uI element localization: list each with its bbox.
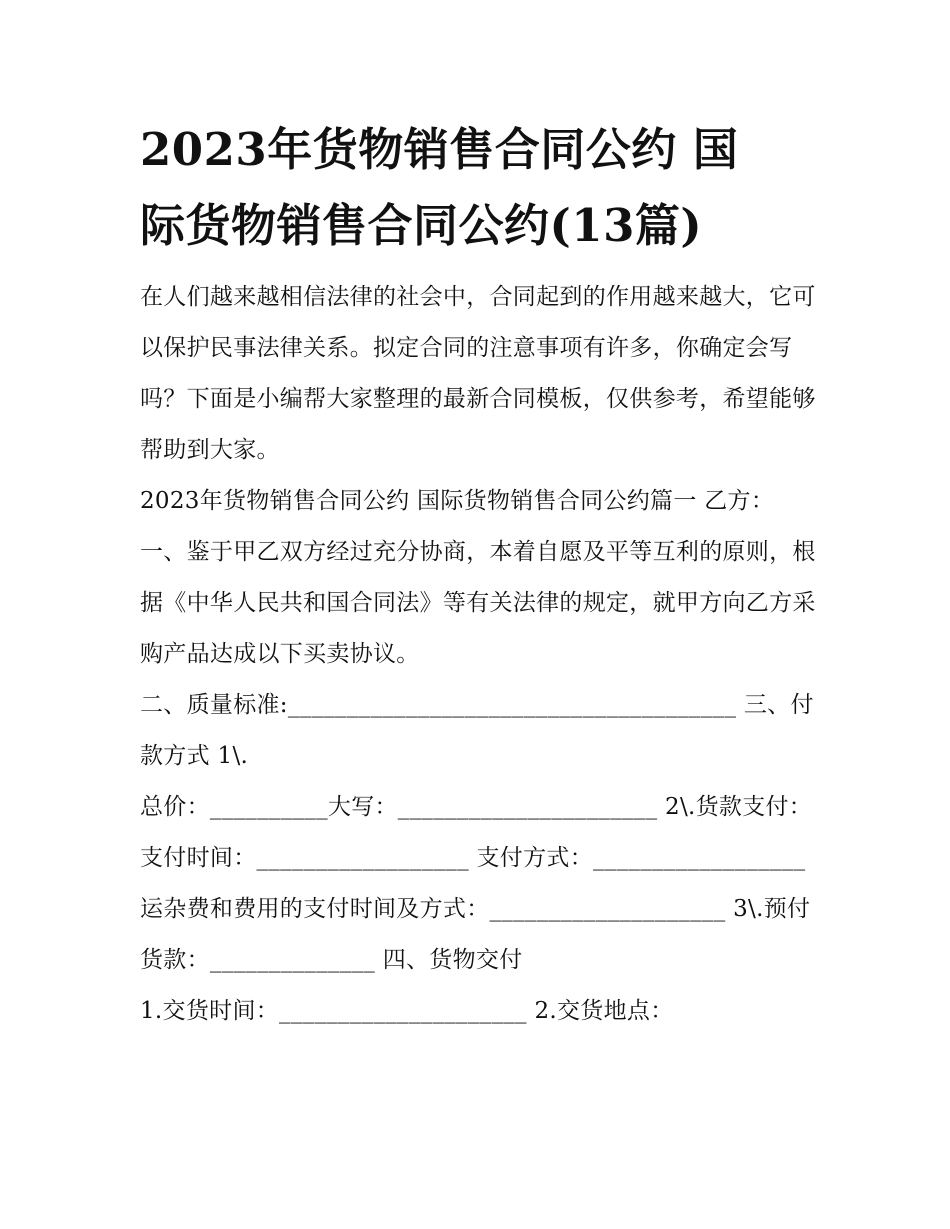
clause-delivery: 1.交货时间：_____________________ 2.交货地点： <box>140 998 674 1024</box>
intro-paragraph: 在人们越来越相信法律的社会中，合同起到的作用越来越大，它可以保护民事法律关系。拟定合同的注意事项有许多，你确定会写吗？下面是小编帮大家整理的最新合同模板，仅供参考，希望能够帮助到大家。 <box>140 284 816 463</box>
document-title <box>140 112 820 264</box>
clause-payment-time: 支付时间：__________________ 支付方式：__________________ <box>140 845 806 871</box>
title-line-1: 2023年货物销售合同公约 国 <box>140 123 739 176</box>
document-page <box>140 112 820 1037</box>
clause-one: 一、鉴于甲乙双方经过充分协商，本着自愿及平等互利的原则，根据《中华人民共和国合同法》等有关法律的规定，就甲方向乙方采购产品达成以下买卖协议。 <box>140 539 816 667</box>
title-line-2: 际货物销售合同公约(13篇) <box>140 199 703 252</box>
clause-freight-prepay: 运杂费和费用的支付时间及方式：____________________ 3\.预付货款：______________ 四、货物交付 <box>140 896 811 973</box>
clause-total-price: 总价：__________大写：______________________ 2\.货款支付： <box>140 794 813 820</box>
clause-quality-payment: 二、质量标准:______________________________________ 三、付款方式 1\. <box>140 692 814 769</box>
contract-heading: 2023年货物销售合同公约 国际货物销售合同公约篇一 乙方： <box>140 488 775 514</box>
